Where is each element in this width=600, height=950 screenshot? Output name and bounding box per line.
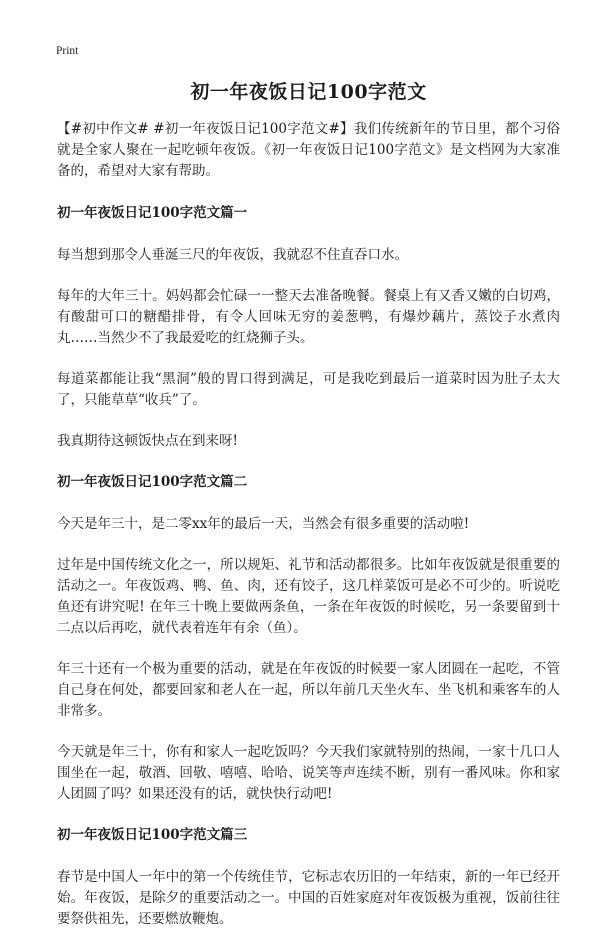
paragraph: 每年的大年三十。妈妈都会忙碌一一整天去准备晚餐。餐桌上有又香又嫩的白切鸡，有酸甜可口的糖醋排骨，有令人回味无穷的姜葱鸭，有爆炒藕片，蒸饺子水煮肉丸……当然少不了我最爱吃的红烧狮子头。 bbox=[57, 288, 560, 346]
paragraph: 过年是中国传统文化之一，所以规矩、礼节和活动都很多。比如年夜饭就是很重要的活动之一。年夜饭鸡、鸭、鱼、肉，还有饺子，这几样菜饭可是必不可少的。听说吃鱼还有讲究呢! 在年三十晚上要做两条鱼，一条在年夜饭的时候吃，另一条要留到十二点以后再吃，就代表着连年有余（鱼）。 bbox=[57, 557, 560, 636]
paragraph: 今天就是年三十，你有和家人一起吃饭吗？今天我们家就特别的热闹，一家十几口人围坐在一起，敬酒、回敬、嘻嘻、哈哈、说笑等声连续不断，别有一番风味。你和家人团圆了吗？如果还没有的话，就快快行动吧! bbox=[57, 744, 560, 802]
section-3 bbox=[57, 825, 560, 930]
section-heading: 初一年夜饭日记100字范文篇三 bbox=[57, 827, 248, 843]
paragraph: 我真期待这顿饭快点在到来呀! bbox=[57, 433, 238, 449]
paragraph: 今天是年三十，是二零xx年的最后一天，当然会有很多重要的活动啦! bbox=[57, 516, 470, 532]
section-1 bbox=[57, 203, 560, 452]
paragraph: 每道菜都能让我“黑洞”般的胃口得到满足，可是我吃到最后一道菜时因为肚子太大了，只能草草“收兵”了。 bbox=[57, 371, 560, 408]
section-heading: 初一年夜饭日记100字范文篇一 bbox=[57, 205, 248, 221]
section-2 bbox=[57, 472, 560, 805]
paragraph: 年三十还有一个极为重要的活动，就是在年夜饭的时候要一家人团圆在一起吃，不管自己身在何处，都要回家和老人在一起，所以年前几天坐火车、坐飞机和乘客车的人非常多。 bbox=[57, 661, 560, 719]
page-title: 初一年夜饭日记100字范文 bbox=[190, 81, 427, 103]
paragraph: 每当想到那令人垂涎三尺的年夜饭，我就忍不住直吞口水。 bbox=[57, 247, 408, 263]
section-heading: 初一年夜饭日记100字范文篇二 bbox=[57, 474, 248, 490]
article-body bbox=[57, 119, 560, 950]
print-link[interactable]: Print bbox=[56, 45, 79, 57]
intro-paragraph: 【#初中作文# #初一年夜饭日记100字范文#】我们传统新年的节日里，都个习俗就是全家人聚在一起吃顿年夜饭。《初一年夜饭日记100字范文》是文档网为大家准备的，希望对大家有帮助。 bbox=[57, 121, 560, 179]
paragraph: 春节是中国人一年中的第一个传统佳节，它标志农历旧的一年结束，新的一年已经开始。年夜饭，是除夕的重要活动之一。中国的百姓家庭对年夜饭极为重视，饭前往往要祭供祖先，还要燃放鞭炮。 bbox=[57, 869, 560, 927]
